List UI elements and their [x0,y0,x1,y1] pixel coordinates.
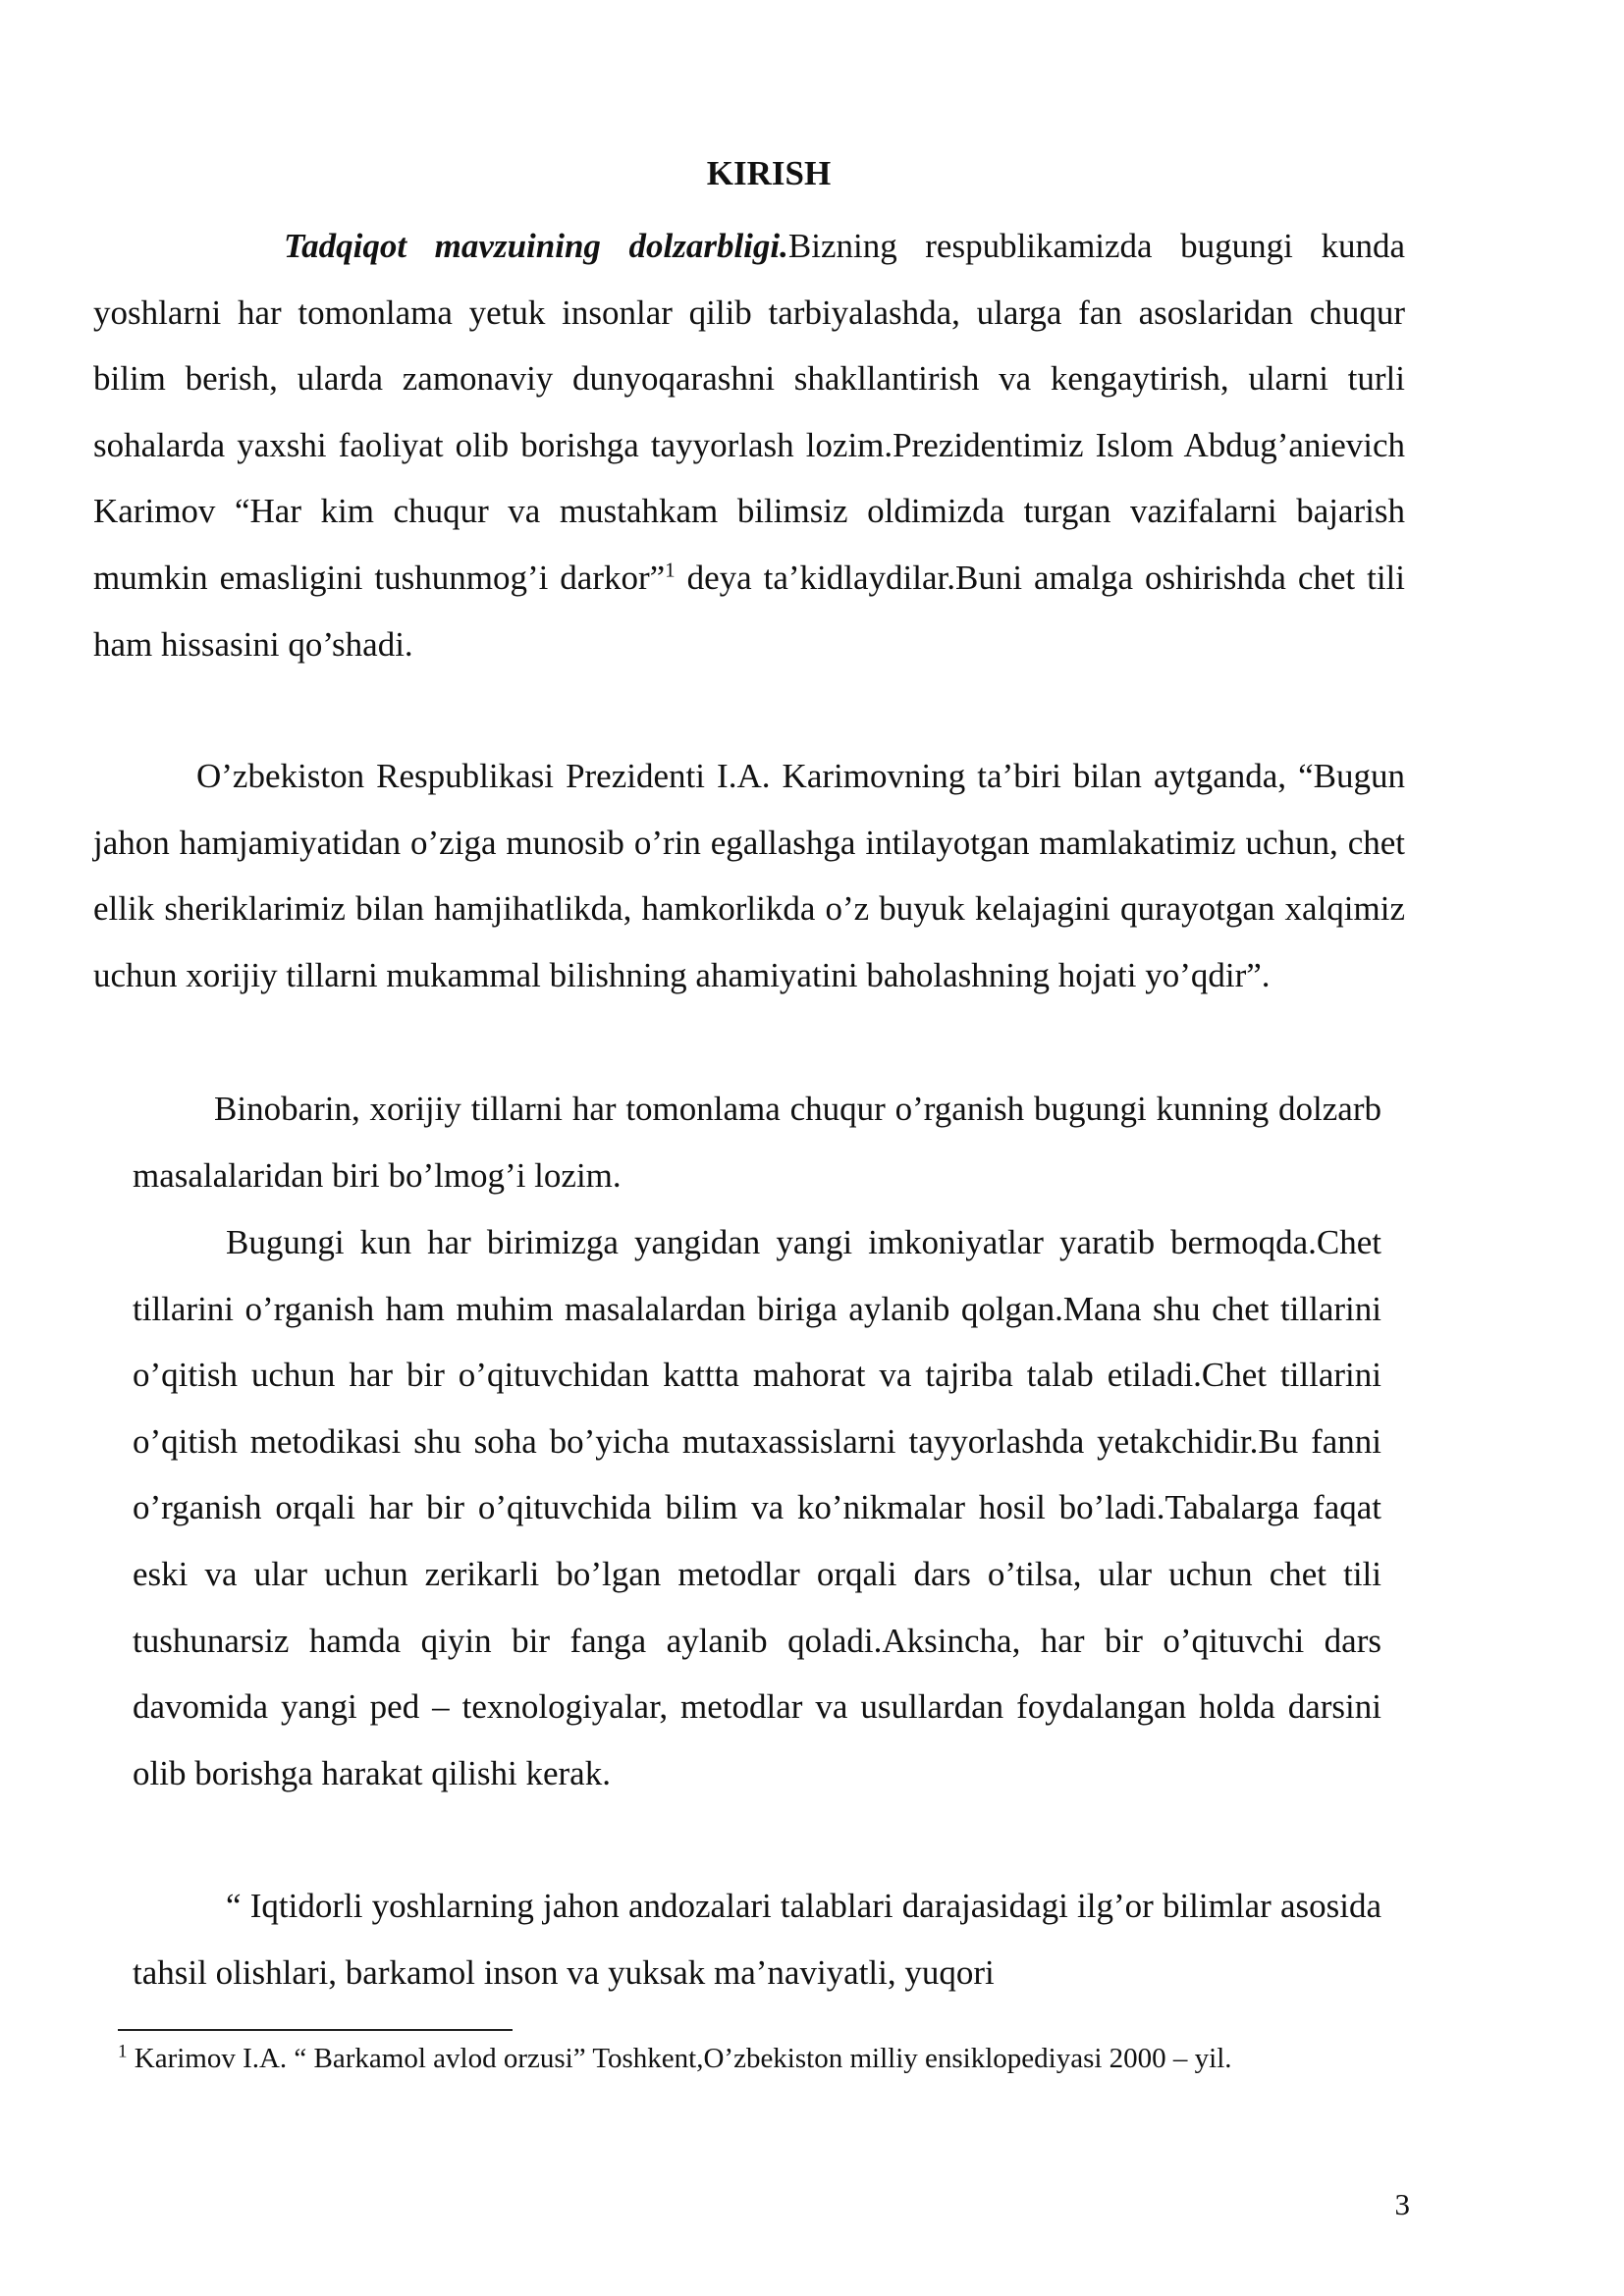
paragraph-text: deya ta’kidlaydilar.Buni amalga oshirishda chet tili ham hissasini qo’shadi. [93,558,1405,664]
paragraph-text: O’zbekiston Respublikasi Prezidenti I.A. Karimovning ta’biri bilan aytganda, “Bugun jahon hamjamiyatidan o’ziga munosib o’rin egallashga intilayotgan mamlakatimiz uchun, chet ellik sheriklarimiz bilan hamjihatlikda, hamkorlikda o’z buyuk kelajagini qurayotgan xalqimiz uchun xorijiy tillarni mukammal bilishning ahamiyatini baholashning hojati yo’qdir”. [93,757,1405,994]
relevance-heading: Tadqiqot mavzuining dolzarbligi. [284,227,788,265]
footnote-reference: 1 [665,558,676,582]
section-title: KIRISH [706,154,832,192]
footnote-marker: 1 [118,2041,128,2062]
paragraph-president-quote [93,743,1405,1008]
paragraph-text: Binobarin, xorijiy tillarni har tomonlama chuqur o’rganish bugungi kunning dolzarb masalalaridan biri bo’lmog’i lozim. [133,1090,1381,1195]
paragraph-foreign-languages [133,1076,1381,1208]
paragraph-teaching-methods [133,1209,1381,1806]
paragraph-text: Bizning respublikamizda bugungi kunda yoshlarni har tomonlama yetuk insonlar qilib tarbiyalashda, ularga fan asoslaridan chuqur bilim berish, ularda zamonaviy dunyoqarashni shakllantirish va kengaytirish, ularni turli sohalarda yaxshi faoliyat olib borishga tayyorlash lozim.Prezidentimiz Islom Abdug’anievich Karimov “Har kim chuqur va mustahkam bilimsiz oldimizda turgan vazifalarni bajarish mumkin emasligini tushunmog’i darkor” [93,227,1405,597]
paragraph-talented-youth [133,1873,1381,2005]
paragraph-relevance [93,213,1405,677]
paragraph-text: “ Iqtidorli yoshlarning jahon andozalari talablari darajasidagi ilg’or bilimlar asosida tahsil olishlari, barkamol inson va yuksak ma’naviyatli, yuqori [133,1887,1381,1992]
page-number: 3 [1394,2187,1410,2221]
footnote-divider [118,2029,513,2031]
footnote [118,2040,1384,2078]
paragraph-text: Bugungi kun har birimizga yangidan yangi imkoniyatlar yaratib bermoqda.Chet tillarini o’rganish ham muhim masalalardan biriga aylanib qolgan.Mana shu chet tillarini o’qitish uchun har bir o’qituvchidan kattta mahorat va tajriba talab etiladi.Chet tillarini o’qitish metodikasi shu soha bo’yicha mutaxassislarni tayyorlashda yetakchidir.Bu fanni o’rganish orqali har bir o’qituvchida bilim va ko’nikmalar hosil bo’ladi.Tabalarga faqat eski va ular uchun zerikarli bo’lgan metodlar orqali dars o’tilsa, ular uchun chet tili tushunarsiz hamda qiyin bir fanga aylanib qoladi.Aksincha, har bir o’qituvchi dars davomida yangi ped – texnologiyalar, metodlar va usullardan foydalangan holda darsini olib borishga harakat qilishi kerak. [133,1223,1381,1792]
footnote-text: Karimov I.A. “ Barkamol avlod orzusi” Toshkent,O’zbekiston milliy ensiklopediyasi 2000 – yil. [127,2043,1232,2074]
